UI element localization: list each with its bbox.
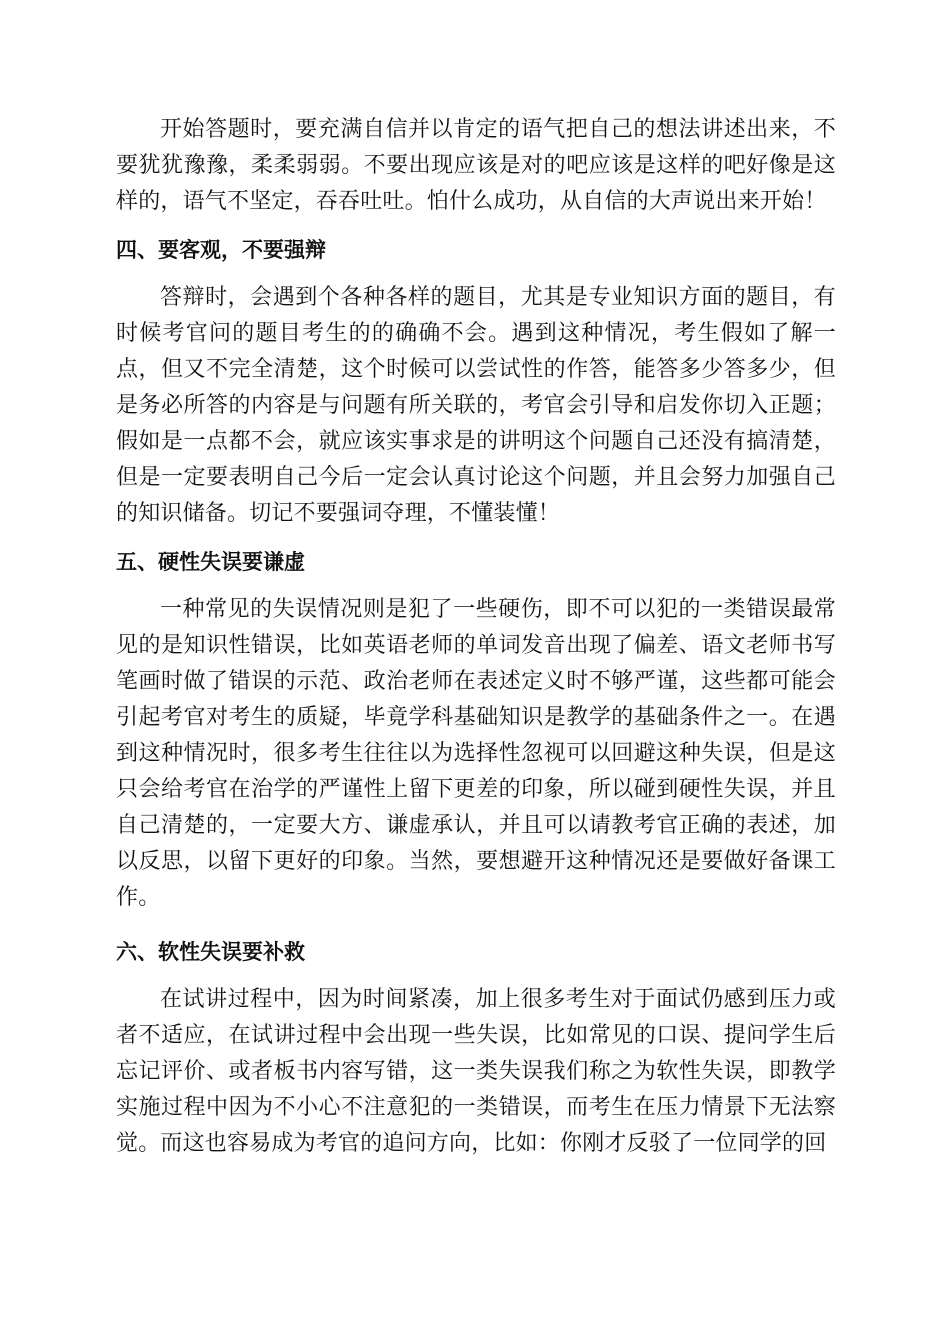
heading-section-five: 五、硬性失误要谦虚 — [116, 550, 305, 574]
paragraph-hard-mistakes: 一种常见的失误情况则是犯了一些硬伤，即不可以犯的一类错误最常见的是知识性错误，比如英语老师的单词发音出现了偏差、语文老师书写笔画时做了错误的示范、政治老师在表述定义时不够严谨，这些都可能会引起考官对考生的质疑，毕竟学科基础知识是教学的基础条件之一。在遇到这种情况时，很多考生往往以为选择性忽视可以回避这种失误，但是这只会给考官在治学的严谨性上留下更差的印象，所以碰到硬性失误，并且自己清楚的，一定要大方、谦虚承认，并且可以请教考官正确的表述，加以反思，以留下更好的印象。当然，要想避开这种情况还是要做好备课工作。 — [116, 597, 836, 910]
paragraph-confidence: 开始答题时，要充满自信并以肯定的语气把自己的想法讲述出来，不要犹犹豫豫，柔柔弱弱。不要出现应该是对的吧应该是这样的吧好像是这样的，语气不坚定，吞吞吐吐。怕什么成功，从自信的大声说出来开始！ — [116, 117, 836, 214]
paragraph-soft-mistakes: 在试讲过程中，因为时间紧凑，加上很多考生对于面试仍感到压力或者不适应，在试讲过程中会出现一些失误，比如常见的口误、提问学生后忘记评价、或者板书内容写错，这一类失误我们称之为软性失误，即教学实施过程中因为不小心不注意犯的一类错误，而考生在压力情景下无法察觉。而这也容易成为考官的追问方向，比如：你刚才反驳了一位同学的回 — [116, 987, 836, 1156]
document-body — [116, 112, 836, 1162]
paragraph-objective: 答辩时，会遇到个各种各样的题目，尤其是专业知识方面的题目，有时候考官问的题目考生的的确确不会。遇到这种情况，考生假如了解一点，但又不完全清楚，这个时候可以尝试性的作答，能答多少答多少，但是务必所答的内容是与问题有所关联的，考官会引导和启发你切入正题；假如是一点都不会，就应该实事求是的讲明这个问题自己还没有搞清楚，但是一定要表明自己今后一定会认真讨论这个问题，并且会努力加强自己的知识储备。切记不要强词夺理，不懂装懂！ — [116, 285, 836, 526]
heading-section-four: 四、要客观，不要强辩 — [116, 238, 326, 262]
heading-section-six: 六、软性失误要补救 — [116, 940, 305, 964]
